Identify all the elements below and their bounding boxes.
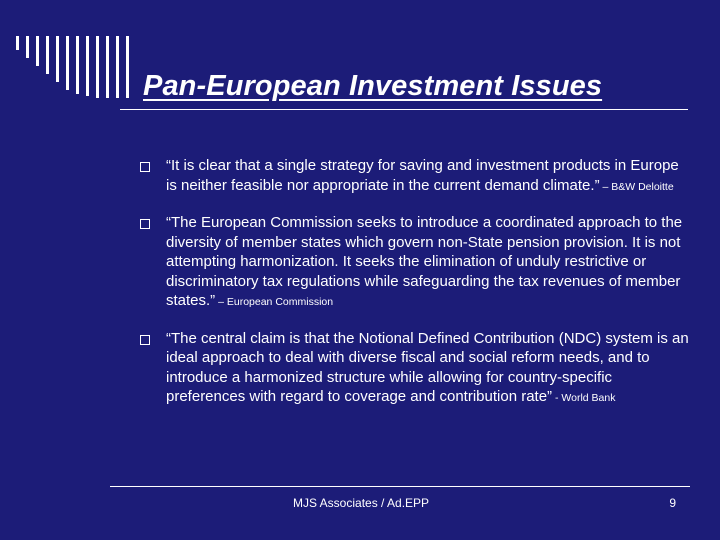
- footer-text: MJS Associates / Ad.EPP: [293, 496, 430, 510]
- decorative-bars: [16, 36, 136, 98]
- square-bullet-icon: [140, 162, 150, 172]
- bullet-quote: “The European Commission seeks to introduce a coordinated approach to the diversity of member states which govern non-State pension provision. It is not attempting harmonization. It seeks the elimination of unduly restrictive or discriminatory tax regulations while safeguarding the tax revenues of member states.”: [166, 214, 683, 309]
- decorative-bar: [86, 36, 89, 96]
- bullet-source: – B&W Deloitte: [599, 180, 674, 193]
- title-divider: [120, 109, 688, 110]
- bullet-source: – European Commission: [215, 296, 334, 308]
- square-bullet-icon: [140, 219, 150, 229]
- decorative-bar: [66, 36, 69, 90]
- bullet-quote: “It is clear that a single strategy for saving and investment products in Europe is neither feasible nor appropriate in the current demand climate.”: [166, 157, 679, 194]
- page-number: 9: [669, 496, 676, 510]
- footer-divider: [110, 486, 690, 487]
- bullet-quote: “The central claim is that the Notional Defined Contribution (NDC) system is an ideal approach to deal with diverse fiscal and social reform needs, and to introduce a harmonized structure while allowing for country-specific preferences with regard to coverage and contribution rate”: [166, 329, 689, 405]
- bullet-list: [140, 156, 690, 425]
- square-bullet-icon: [140, 335, 150, 345]
- decorative-bar: [96, 36, 99, 98]
- decorative-bar: [126, 36, 129, 98]
- decorative-bar: [56, 36, 59, 82]
- decorative-bar: [106, 36, 109, 98]
- decorative-bar: [116, 36, 119, 98]
- slide-title: Pan-European Investment Issues: [143, 70, 603, 102]
- bullet-source: - World Bank: [552, 392, 616, 404]
- decorative-bar: [46, 36, 49, 74]
- bullet-item: [140, 156, 690, 197]
- decorative-bar: [76, 36, 79, 94]
- bullet-item: [140, 213, 690, 313]
- decorative-bar: [26, 36, 29, 58]
- bullet-item: [140, 329, 690, 409]
- decorative-bar: [36, 36, 39, 66]
- decorative-bar: [16, 36, 19, 50]
